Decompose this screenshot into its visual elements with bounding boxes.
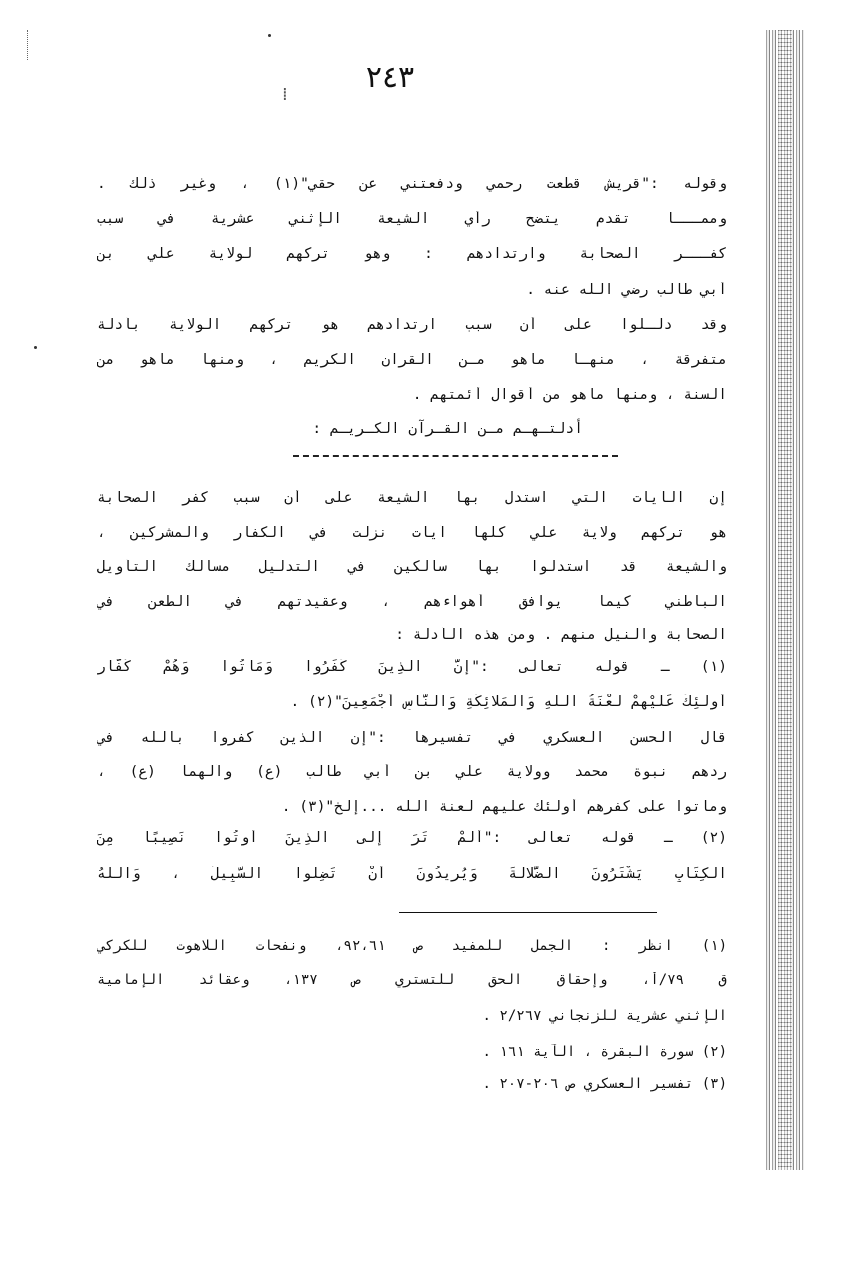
footnote: ق ٧٩/أ، وإحقاق الحق للتستري ص ١٣٧، وعقائد الإمامية — [97, 972, 727, 988]
verse-line: الْكِتَابِ يَشْتَرُونَ الضَّلَالَةَ وَيُرِيدُونَ أَنْ تَضِلُّوا السَّبِيلَ ، وَاللَّهُ — [97, 866, 727, 882]
verse-line: (١) ـ قوله تعالى :"إِنَّ الَّذِينَ كَفَرُوا وَمَاتُوا وَهُمْ كُفَّار — [97, 659, 727, 675]
speck — [268, 34, 271, 37]
body-line: والشيعة قد استدلوا بها سالكين في التدليل مسالك التأويل — [97, 559, 727, 575]
footnote: (١) انظر : الجمل للمفيد ص ٩٢،٦١، ونفحات اللاهوت للكركي — [97, 938, 727, 954]
margin-mark — [27, 30, 30, 60]
footnote: الإثني عشرية للزنجاني ٢/٢٦٧ . — [482, 1008, 727, 1024]
body-line: السنة ، ومنها ماهو من أقوال أئمتهم . — [412, 387, 727, 403]
body-line: كفـــر الصحابة وارتدادهم : وهو تركهم لولاية علي بن — [97, 246, 727, 262]
page-number-mark: ⁞ — [282, 84, 288, 105]
heading-underline — [293, 455, 618, 457]
page-number: ٢٤٣ — [365, 60, 415, 95]
body-line: قال الحسن العسكري في تفسيرها :"إن الذين كفروا بالله في — [97, 730, 727, 746]
verse-line: (٢) ـ قوله تعالى :"أَلَمْ تَرَ إِلَى الَّذِينَ أُوتُوا نَصِيبًا مِنَ — [97, 830, 727, 846]
footnote: (٣) تفسير العسكري ص ٢٠٦-٢٠٧ . — [482, 1076, 727, 1092]
body-line: وماتوا على كفرهم أولئك عليهم لعنة الله ...إلخ"(٣) . — [281, 799, 727, 815]
verse-line: أُولَئِكَ عَلَيْهِمْ لَعْنَةُ اللَّهِ وَالْمَلَائِكَةِ وَالنَّاسِ أَجْمَعِينَ"(٢) . — [290, 694, 727, 710]
body-line: وقوله :"قريش قطعت رحمي ودفعتني عن حقي"(١) ، وغير ذلك . — [97, 176, 727, 192]
footnote-separator — [399, 912, 657, 913]
body-line: إن الآيات التي استدل بها الشيعة على أن سبب كفر الصحابة — [97, 490, 727, 506]
page-edge-texture — [778, 30, 792, 1170]
body-line: هو تركهم ولاية علي كلّها آيات نزلت في الكفار والمشركين ، — [97, 525, 727, 541]
body-line: متفرقة ، منهـا ماهو مـن القرآن الكريم ، ومنها ماهو من — [97, 352, 727, 368]
body-line: وقد دلـلوا على أن سبب ارتدادهم هو تركهم الولاية بأدلة — [97, 317, 727, 333]
footnote: (٢) سورة البقرة ، الآية ١٦١ . — [482, 1044, 727, 1060]
body-line: ردهم نبوة محمد وولاية علي بن أبي طالب (ع) وآلهما (ع) ، — [97, 764, 727, 780]
body-line: وممـــا تقدم يتضح رأي الشيعة الإثني عشرية في سبب — [97, 211, 727, 227]
body-line: الصحابة والنيل منهم . ومن هذه الأدلة : — [395, 627, 727, 643]
body-line: أبي طالب رضي الله عنه . — [526, 282, 727, 298]
body-line: الباطني كيما يوافق أهواءهم ، وعقيدتهم في الطعن في — [97, 594, 727, 610]
section-heading: أدلتـهـم مـن القـرآن الكـريـم : — [312, 421, 583, 437]
speck — [34, 346, 37, 349]
